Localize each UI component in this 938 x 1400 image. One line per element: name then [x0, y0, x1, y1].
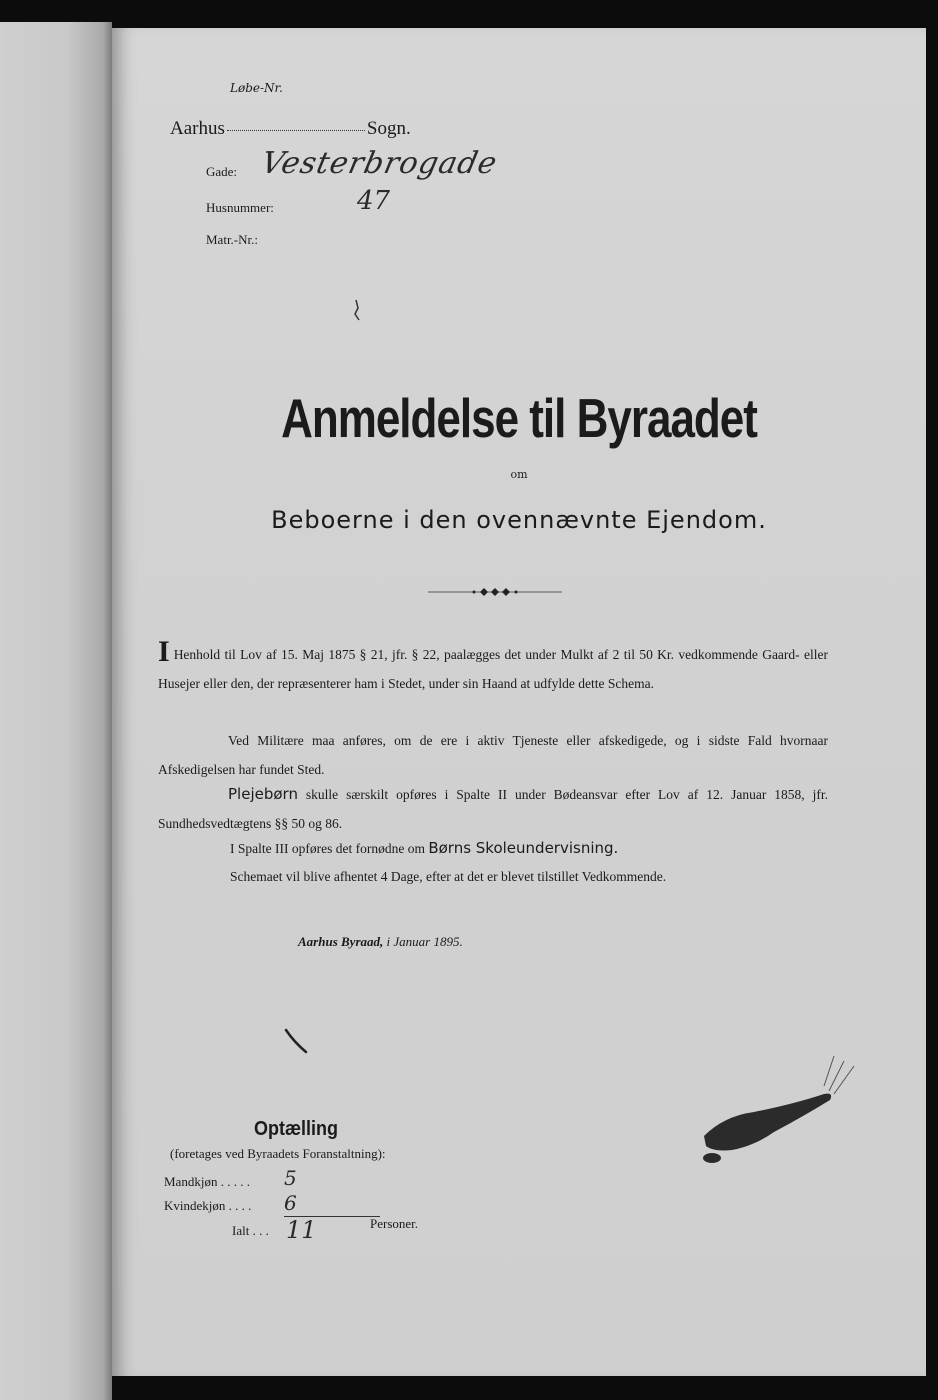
paragraph-foster-children: [158, 780, 828, 838]
plejeborn-emphasis: Plejebørn: [228, 785, 298, 803]
ialt-value: 11: [286, 1216, 317, 1244]
paragraph-law-reference: [158, 635, 828, 698]
document-title: Anmeldelse til Byraadet: [281, 388, 757, 450]
city-label: Aarhus: [170, 118, 225, 139]
title-om: om: [510, 468, 528, 481]
sogn-label: Sogn.: [366, 118, 411, 139]
signoff-org: Aarhus Byraad,: [298, 934, 384, 949]
paragraph-military: Ved Militære maa anføres, om de ere i aktiv Tjeneste eller afskedigede, og i sidste Fald hvornaar Afskedigelsen har fundet Sted.: [158, 733, 828, 777]
parish-line: [170, 118, 411, 140]
mandkjon-value: 5: [284, 1166, 297, 1190]
ialt-label: Ialt . . .: [232, 1223, 269, 1238]
skoleundervisning-emphasis: Børns Skoleundervisning.: [428, 839, 619, 857]
paragraph-4-text: I Spalte III opføres det fornødne om: [230, 841, 425, 856]
matr-nr-label: Matr.-Nr.:: [206, 232, 258, 247]
optaelling-subtitle: (foretages ved Byraadets Foranstaltning):: [170, 1146, 386, 1161]
drop-cap: I: [158, 635, 170, 668]
kvindekjon-label: Kvindekjøn . . . .: [164, 1198, 252, 1213]
husnummer-handwritten-value: 47: [357, 186, 391, 216]
parish-dotted-line: [227, 130, 365, 131]
gade-handwritten-value: Vesterbrogade: [258, 146, 501, 181]
ornament-divider: [428, 585, 562, 599]
document-page: [112, 28, 926, 1376]
kvindekjon-value: 6: [284, 1191, 297, 1215]
signoff: [298, 934, 463, 950]
paragraph-1-text: Henhold til Lov af 15. Maj 1875 § 21, jfr. § 22, paalægges det under Mulkt af 2 til 50 Kr. vedkommende Gaard- eller Husejer eller den, der repræsenterer ham i Stedet, under sin Haand at udfylde dette Schema.: [158, 647, 828, 691]
ink-mark: [352, 298, 362, 322]
paragraph-collection: Schemaet vil blive afhentet 4 Dage, efter at det er blevet tilstillet Vedkommende.: [230, 869, 667, 884]
mandkjon-label: Mandkjøn . . . . .: [164, 1174, 250, 1189]
ink-stain: [684, 1046, 864, 1176]
facing-page-edge: [0, 22, 112, 1400]
optaelling-title: Optælling: [254, 1116, 338, 1140]
document-subtitle: Beboerne i den ovennævnte Ejendom.: [271, 506, 767, 534]
gade-label: Gade:: [206, 164, 238, 179]
signoff-date: i Januar 1895.: [386, 934, 463, 949]
paragraph-3-text: skulle særskilt opføres i Spalte II under Bødeansvar efter Lov af 12. Januar 1858, jfr. Sundhedsvedtægtens §§ 50 og 86.: [158, 787, 828, 831]
ink-mark: [284, 1028, 310, 1054]
paragraph-schooling: [230, 834, 830, 863]
loebe-nr-label: Løbe-Nr.: [230, 81, 283, 95]
personer-label: Personer.: [370, 1216, 419, 1231]
husnummer-label: Husnummer:: [206, 200, 274, 215]
